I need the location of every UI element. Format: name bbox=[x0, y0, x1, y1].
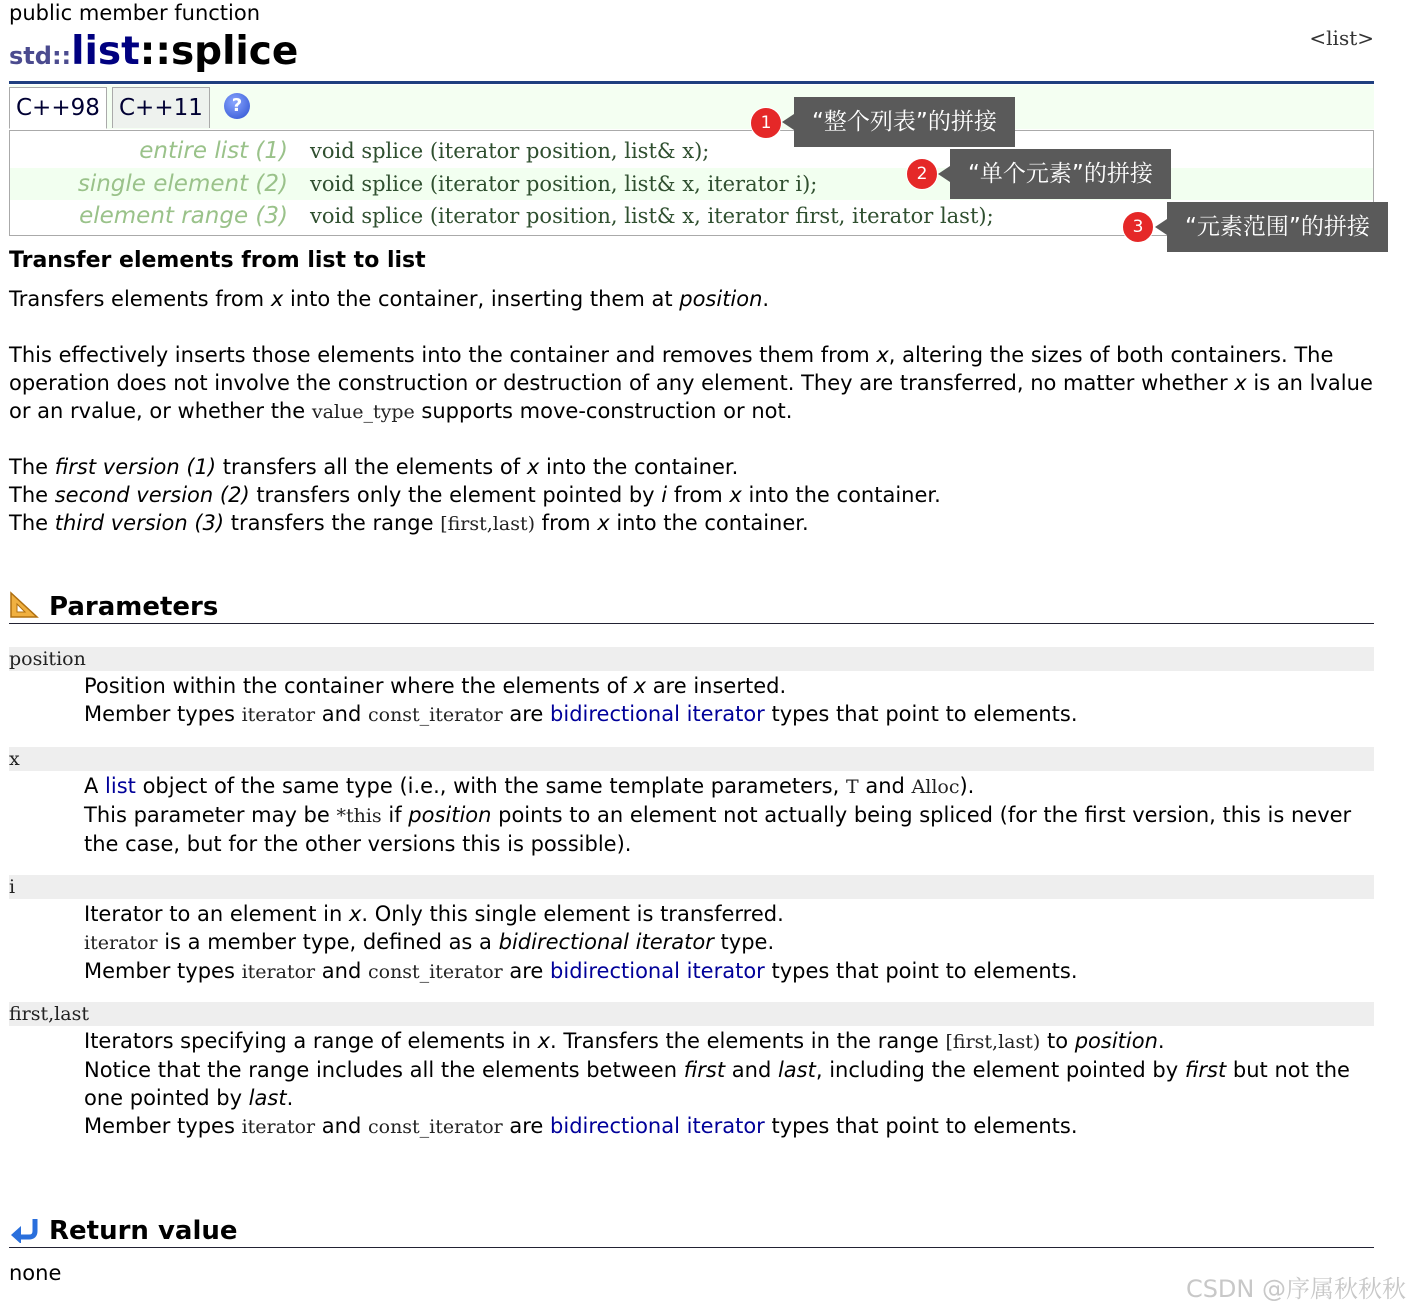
text: transfers the range bbox=[224, 511, 441, 535]
param-line bbox=[84, 1112, 1374, 1141]
code-range: [first,last) bbox=[945, 1031, 1041, 1053]
param-name-position: position bbox=[9, 647, 1374, 671]
text: object of the same type (i.e., with the same template parameters, bbox=[135, 774, 846, 798]
param-desc-i bbox=[84, 900, 1374, 986]
param-line bbox=[84, 801, 1374, 858]
text: types that point to elements. bbox=[764, 702, 1078, 726]
param-line bbox=[84, 1027, 1374, 1056]
param-line bbox=[84, 928, 1374, 957]
description-version-2 bbox=[9, 481, 1389, 509]
prototype-code: void splice (iterator position, list& x, iterator i); bbox=[310, 172, 818, 196]
text-last: last bbox=[248, 1086, 287, 1110]
param-name-i: i bbox=[9, 875, 1374, 899]
prototype-label: single element (2) bbox=[77, 171, 288, 197]
param-line bbox=[84, 700, 1374, 729]
bidirectional-iterator-link[interactable]: bidirectional iterator bbox=[550, 702, 765, 726]
text: into the container. bbox=[741, 483, 941, 507]
description-version-3 bbox=[9, 509, 1389, 538]
text: from bbox=[535, 511, 598, 535]
text-second-version: second version (2) bbox=[54, 483, 250, 507]
text: Iterators specifying a range of elements in bbox=[84, 1029, 538, 1053]
text: into the container. bbox=[539, 455, 739, 479]
text: to bbox=[1040, 1029, 1075, 1053]
prototype-label: element range (3) bbox=[79, 203, 288, 229]
text: are inserted. bbox=[646, 674, 787, 698]
text-first: first bbox=[1184, 1058, 1227, 1082]
text: and bbox=[725, 1058, 778, 1082]
text-first: first bbox=[683, 1058, 726, 1082]
code-T: T bbox=[845, 776, 859, 798]
text: , altering the sizes of both containers. The operation does not involve the construction or destruction of any element. They are transferred, no matter whether bbox=[9, 343, 1334, 395]
text: into the container, inserting them at bbox=[283, 287, 680, 311]
text: . Only this single element is transferred. bbox=[361, 902, 784, 926]
title-divider bbox=[9, 81, 1374, 84]
bidirectional-iterator-link[interactable]: bidirectional iterator bbox=[550, 959, 765, 983]
text: Notice that the range includes all the elements between bbox=[84, 1058, 684, 1082]
return-value-heading bbox=[9, 1215, 238, 1250]
code-const-iterator: const_iterator bbox=[367, 704, 503, 726]
param-desc-x bbox=[84, 772, 1374, 858]
text: but not the one pointed by bbox=[84, 1058, 1350, 1110]
text: and bbox=[858, 774, 912, 798]
callout-badge-2: 2 bbox=[906, 158, 938, 190]
text: and bbox=[315, 702, 368, 726]
text: types that point to elements. bbox=[764, 1114, 1078, 1138]
text-x: x bbox=[597, 511, 610, 535]
text: The bbox=[9, 483, 55, 507]
page-title bbox=[9, 28, 298, 83]
text-third-version: third version (3) bbox=[54, 511, 225, 535]
param-line bbox=[84, 957, 1374, 986]
text: type. bbox=[713, 930, 775, 954]
text: are bbox=[502, 702, 551, 726]
text: points to an element not actually being spliced (for the first version, this is never the case, but for the other versions this is possible). bbox=[84, 803, 1352, 856]
text-i: i bbox=[661, 483, 668, 507]
text: are bbox=[502, 1114, 551, 1138]
help-icon[interactable]: ? bbox=[224, 93, 250, 119]
description-paragraph-2 bbox=[9, 341, 1389, 426]
callout-badge-1: 1 bbox=[750, 107, 782, 139]
param-desc-first-last bbox=[84, 1027, 1374, 1141]
page-label: public member function bbox=[9, 1, 261, 25]
text: This effectively inserts those elements into the container and removes them from bbox=[9, 343, 877, 367]
text: . Transfers the elements in the range bbox=[550, 1029, 946, 1053]
text: Member types bbox=[84, 1114, 242, 1138]
description-version-1 bbox=[9, 453, 1389, 481]
parameters-title: Parameters bbox=[49, 592, 219, 622]
text: transfers all the elements of bbox=[216, 455, 527, 479]
return-value-text: none bbox=[9, 1261, 62, 1285]
param-line bbox=[84, 900, 1374, 928]
tab-cpp98[interactable]: C++98 bbox=[9, 87, 107, 129]
param-name-x: x bbox=[9, 747, 1374, 771]
text: This parameter may be bbox=[84, 803, 337, 827]
tabs-bar bbox=[9, 85, 1374, 129]
text-x: x bbox=[633, 674, 647, 698]
text: and bbox=[315, 1114, 368, 1138]
text: Transfers elements from bbox=[9, 287, 271, 311]
code-this: *this bbox=[336, 805, 382, 827]
text: . bbox=[762, 287, 770, 311]
callout-entire-list: “整个列表”的拼接 bbox=[794, 97, 1015, 147]
text: is an lvalue or an rvalue, or whether the bbox=[9, 371, 1373, 423]
text-position: position bbox=[408, 803, 492, 827]
text: and bbox=[315, 959, 368, 983]
description-paragraph-1 bbox=[9, 285, 1389, 313]
return-arrow-icon bbox=[9, 1215, 39, 1250]
text: types that point to elements. bbox=[764, 959, 1078, 983]
text-bidirectional-iterator: bidirectional iterator bbox=[498, 930, 714, 954]
bidirectional-iterator-link[interactable]: bidirectional iterator bbox=[550, 1114, 765, 1138]
param-name-first-last: first,last bbox=[9, 1002, 1374, 1026]
code-iterator: iterator bbox=[241, 1116, 316, 1138]
code-const-iterator: const_iterator bbox=[367, 1116, 503, 1138]
text: The bbox=[9, 455, 55, 479]
text: is a member type, defined as a bbox=[157, 930, 499, 954]
text: supports move-construction or not. bbox=[414, 399, 793, 423]
text: Member types bbox=[84, 959, 242, 983]
code-iterator: iterator bbox=[241, 961, 316, 983]
return-value-divider bbox=[9, 1247, 1374, 1248]
text: Iterator to an element in bbox=[84, 902, 349, 926]
text-position: position bbox=[1074, 1029, 1158, 1053]
text: ). bbox=[959, 774, 975, 798]
text: if bbox=[381, 803, 409, 827]
title-namespace: std:: bbox=[9, 42, 72, 70]
text-x: x bbox=[348, 902, 362, 926]
text-first-version: first version (1) bbox=[54, 455, 217, 479]
text: A bbox=[84, 774, 106, 798]
title-separator: :: bbox=[139, 29, 171, 74]
text: , including the element pointed by bbox=[815, 1058, 1185, 1082]
list-link[interactable]: list bbox=[105, 774, 136, 798]
text: . bbox=[1157, 1029, 1165, 1053]
title-function: splice bbox=[170, 29, 299, 74]
prototype-code: void splice (iterator position, list& x, iterator first, iterator last); bbox=[310, 204, 994, 228]
text: transfers only the element pointed by bbox=[249, 483, 662, 507]
text-x: x bbox=[526, 455, 540, 479]
text-x: x bbox=[537, 1029, 551, 1053]
parameters-heading bbox=[9, 591, 218, 626]
text-position: position bbox=[679, 287, 763, 311]
code-iterator: iterator bbox=[84, 932, 158, 954]
text-x: x bbox=[1234, 371, 1247, 395]
code-Alloc: Alloc bbox=[911, 776, 960, 798]
code-range: [first,last) bbox=[440, 513, 535, 535]
return-value-title: Return value bbox=[49, 1216, 238, 1246]
param-line bbox=[84, 772, 1374, 801]
callout-element-range: “元素范围”的拼接 bbox=[1167, 202, 1388, 252]
text: . bbox=[286, 1086, 294, 1110]
text: Position within the container where the elements of bbox=[84, 674, 634, 698]
set-square-icon bbox=[9, 591, 39, 626]
watermark: CSDN @序属秋秋秋 bbox=[1185, 1275, 1406, 1303]
code-const-iterator: const_iterator bbox=[367, 961, 503, 983]
text-x: x bbox=[876, 343, 889, 367]
parameters-divider bbox=[9, 623, 1374, 624]
callout-single-element: “单个元素”的拼接 bbox=[950, 149, 1171, 199]
param-line bbox=[84, 672, 1374, 700]
header-link[interactable]: <list> bbox=[1309, 26, 1374, 50]
text: into the container. bbox=[609, 511, 809, 535]
code-value-type: value_type bbox=[311, 401, 415, 423]
prototype-label: entire list (1) bbox=[139, 138, 288, 164]
text-x: x bbox=[729, 483, 742, 507]
text: from bbox=[667, 483, 730, 507]
text: The bbox=[9, 511, 55, 535]
description-heading: Transfer elements from list to list bbox=[9, 248, 426, 273]
tab-cpp11[interactable]: C++11 bbox=[112, 87, 210, 128]
text-last: last bbox=[777, 1058, 816, 1082]
text-x: x bbox=[270, 287, 284, 311]
callout-badge-3: 3 bbox=[1122, 211, 1154, 243]
code-iterator: iterator bbox=[241, 704, 316, 726]
param-desc-position bbox=[84, 672, 1374, 729]
text: are bbox=[502, 959, 551, 983]
prototype-code: void splice (iterator position, list& x); bbox=[310, 139, 710, 163]
text: Member types bbox=[84, 702, 242, 726]
title-class-link[interactable]: list bbox=[71, 29, 140, 74]
param-line bbox=[84, 1056, 1374, 1112]
